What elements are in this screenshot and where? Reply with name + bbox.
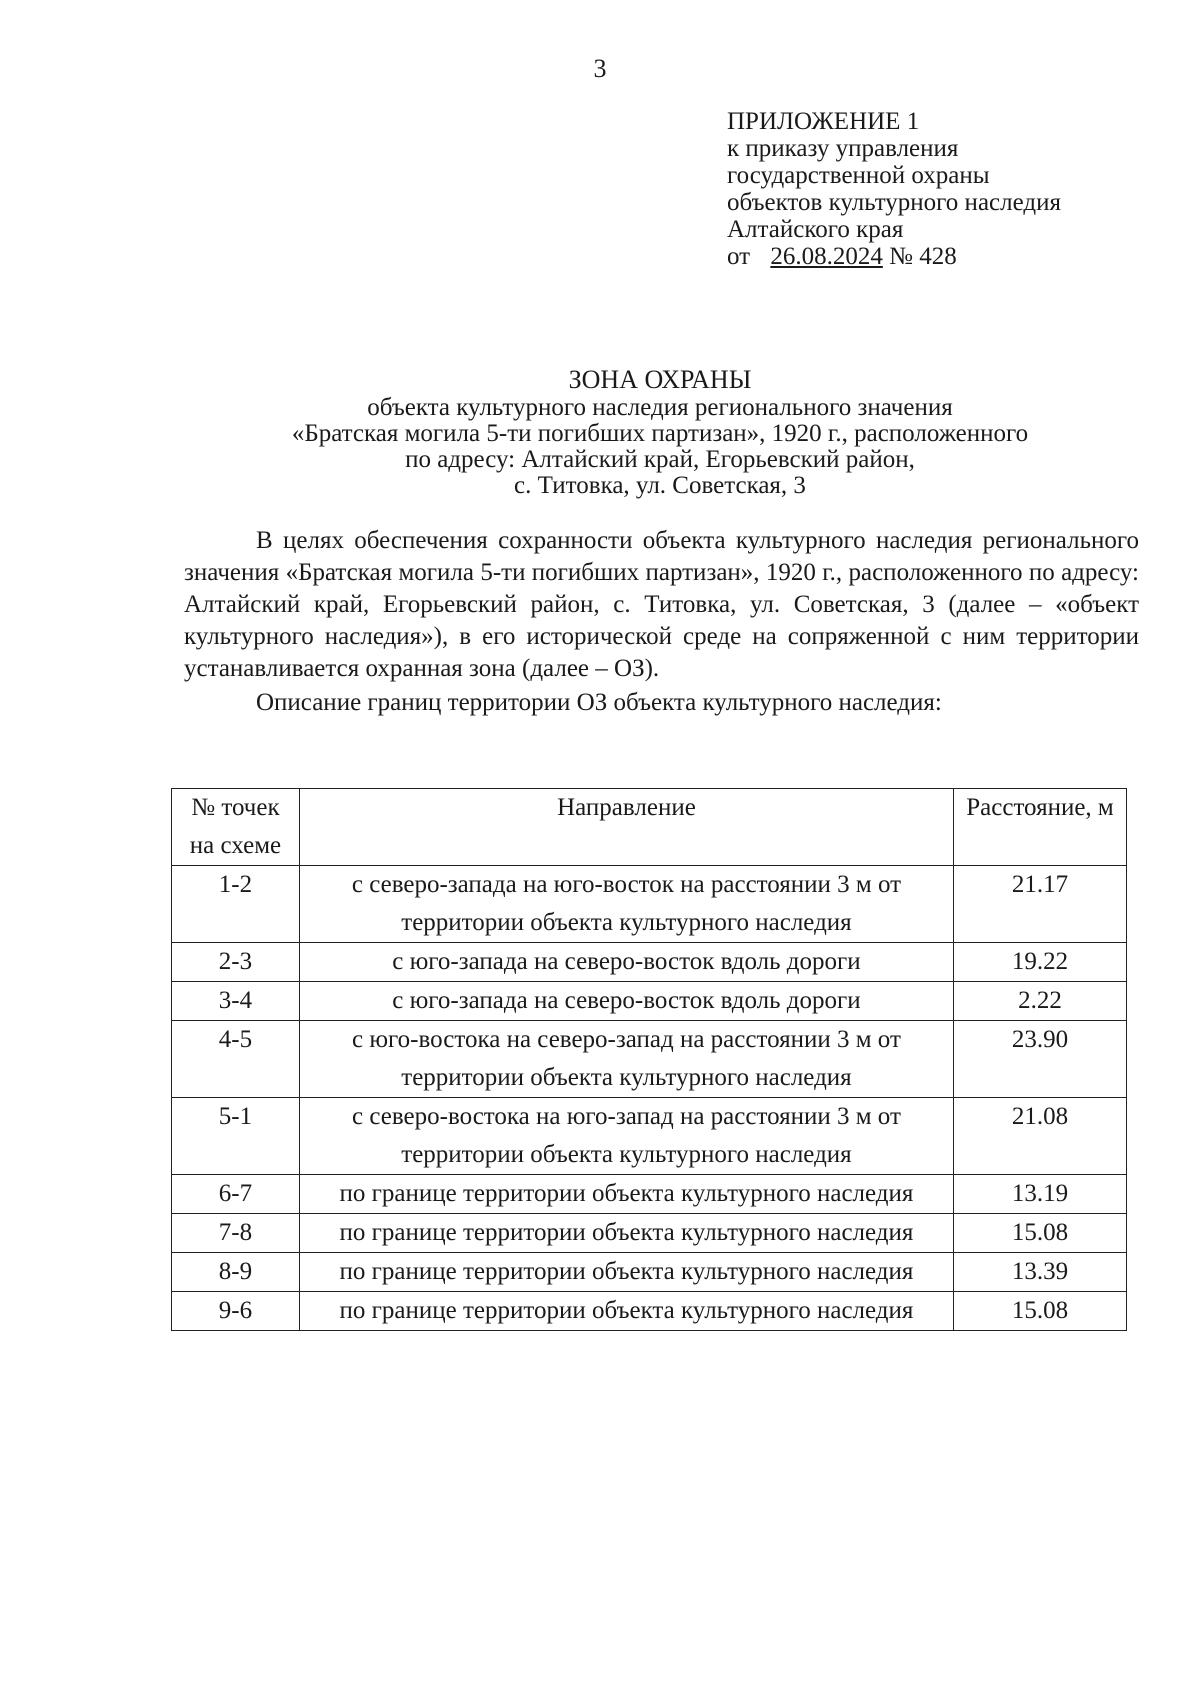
header-points: № точек на схеме (172, 789, 300, 866)
zone-title-line: по адресу: Алтайский край, Егорьевский район, (405, 446, 915, 473)
cell-direction: с северо-востока на юго-запад на расстоянии 3 м от территории объекта культурного наследия (299, 1098, 953, 1175)
cell-points: 8-9 (172, 1253, 300, 1292)
appendix-line: Алтайского края (727, 216, 904, 243)
table-row (172, 866, 1127, 943)
header-direction: Направление (299, 789, 953, 866)
intro-section (184, 525, 1139, 719)
table-row (172, 982, 1127, 1021)
date-prefix: от (727, 243, 751, 270)
boundary-table (171, 788, 1127, 1331)
order-date-line (727, 243, 1061, 270)
cell-direction: по границе территории объекта культурного наследия (299, 1214, 953, 1253)
cell-distance: 15.08 (954, 1292, 1127, 1331)
table-row (172, 1175, 1127, 1214)
cell-direction: с северо-запада на юго-восток на расстоянии 3 м от территории объекта культурного наследия (299, 866, 953, 943)
cell-direction: с юго-запада на северо-восток вдоль дороги (299, 943, 953, 982)
cell-distance: 2.22 (954, 982, 1127, 1021)
cell-distance: 21.17 (954, 866, 1127, 943)
cell-points: 3-4 (172, 982, 300, 1021)
table-row (172, 1214, 1127, 1253)
table-header-row (172, 789, 1127, 866)
cell-distance: 23.90 (954, 1021, 1127, 1098)
cell-points: 5-1 (172, 1098, 300, 1175)
order-number: № 428 (889, 243, 957, 270)
cell-points: 6-7 (172, 1175, 300, 1214)
cell-points: 2-3 (172, 943, 300, 982)
intro-paragraph: В целях обеспечения сохранности объекта культурного наследия регионального значения «Братская могила 5-ти погибших партизан», 1920 г., расположенного по адресу: Алтайский край, Егорьевский район, с. Титовка, ул. Советская, 3 (далее – «объект культурного наследия»), в его исторической среде на сопряженной с ним территории устанавливается охранная зона (далее – ОЗ). (184, 527, 1139, 682)
cell-distance: 21.08 (954, 1098, 1127, 1175)
header-distance: Расстояние, м (954, 789, 1127, 866)
zone-heading: ЗОНА ОХРАНЫ (568, 365, 752, 394)
cell-direction: с юго-востока на северо-запад на расстоянии 3 м от территории объекта культурного наследия (299, 1021, 953, 1098)
cell-direction: по границе территории объекта культурного наследия (299, 1292, 953, 1331)
appendix-line: государственной охраны (727, 162, 990, 189)
table-row (172, 1098, 1127, 1175)
cell-points: 7-8 (172, 1214, 300, 1253)
zone-title-line: объекта культурного наследия регионального значения (367, 394, 953, 421)
cell-points: 4-5 (172, 1021, 300, 1098)
cell-direction: по границе территории объекта культурного наследия (299, 1253, 953, 1292)
order-date: 26.08.2024 (770, 243, 883, 270)
cell-points: 1-2 (172, 866, 300, 943)
appendix-block (727, 108, 1061, 270)
cell-direction: с юго-запада на северо-восток вдоль дороги (299, 982, 953, 1021)
table-row (172, 1021, 1127, 1098)
table-row (172, 1292, 1127, 1331)
zone-title-block (0, 365, 1200, 499)
cell-direction: по границе территории объекта культурного наследия (299, 1175, 953, 1214)
table-row (172, 943, 1127, 982)
cell-distance: 13.19 (954, 1175, 1127, 1214)
page-number: 3 (593, 54, 607, 83)
appendix-line: к приказу управления (727, 135, 959, 162)
cell-distance: 13.39 (954, 1253, 1127, 1292)
appendix-title: ПРИЛОЖЕНИЕ 1 (727, 108, 920, 135)
cell-distance: 15.08 (954, 1214, 1127, 1253)
cell-points: 9-6 (172, 1292, 300, 1331)
table-caption: Описание границ территории ОЗ объекта культурного наследия: (256, 689, 942, 716)
cell-distance: 19.22 (954, 943, 1127, 982)
appendix-line: объектов культурного наследия (727, 189, 1061, 216)
zone-title-line: «Братская могила 5-ти погибших партизан», 1920 г., расположенного (291, 420, 1029, 447)
table-row (172, 1253, 1127, 1292)
zone-title-line: с. Титовка, ул. Советская, 3 (514, 472, 806, 499)
